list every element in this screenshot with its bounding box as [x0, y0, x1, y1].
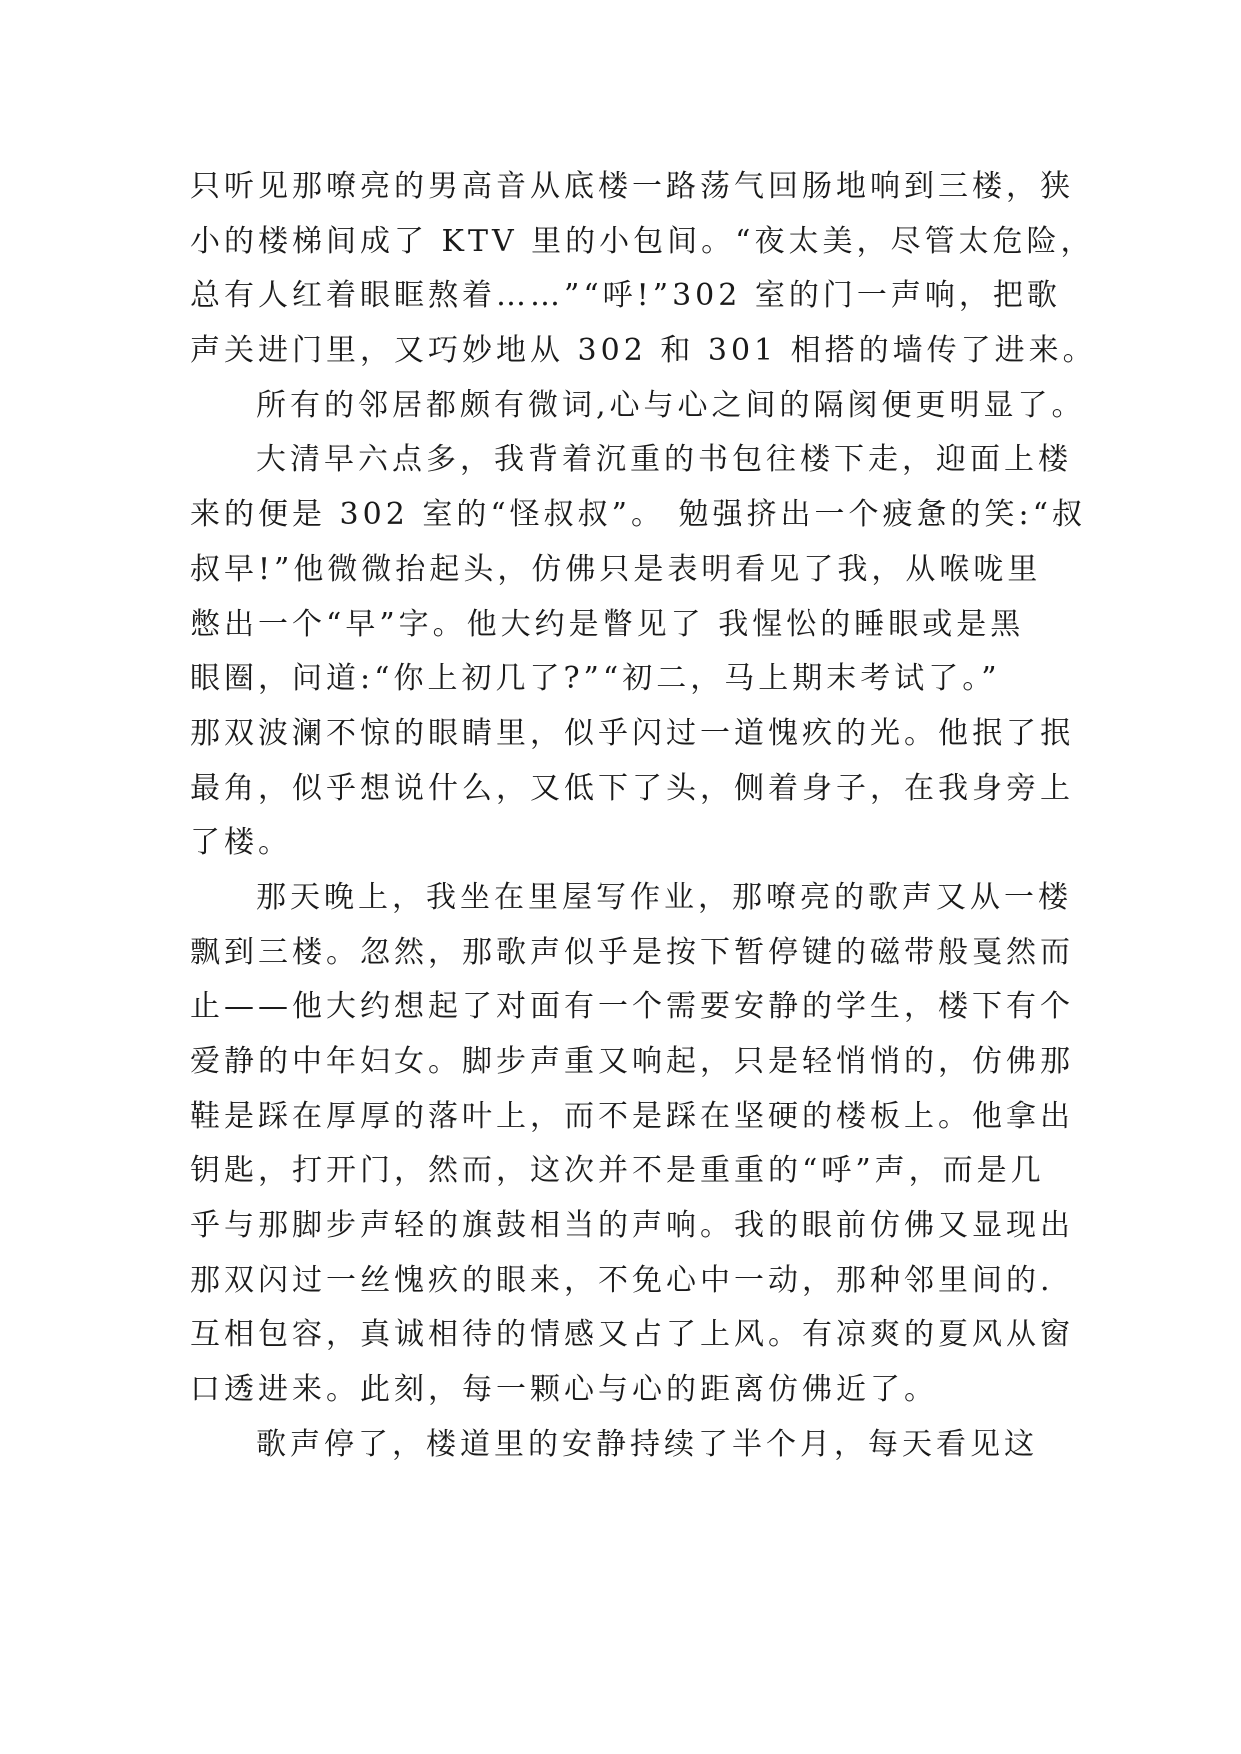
text-line: 那天晚上，我坐在里屋写作业，那嘹亮的歌声又从一楼	[256, 879, 1072, 915]
text-line: 爱静的中年妇女。脚步声重又响起，只是轻悄悄的，仿佛那	[190, 1044, 1074, 1079]
text-line: 互相包容，真诚相待的情感又占了上风。有凉爽的夏风从窗	[190, 1317, 1074, 1353]
text-line: 总有人红着眼眶熬着……”“呼!”302 室的门一声响，把歌	[190, 278, 1061, 314]
text-line: 声关进门里，又巧妙地从 302 和 301 相搭的墙传了进来。	[190, 333, 1097, 369]
text-line: 歌声停了，楼道里的安静持续了半个月，每天看见这	[256, 1426, 1038, 1462]
text-line: 眼圈，问道:“你上初几了?”“初二，马上期末考试了。”	[190, 661, 1001, 697]
text-line: 飘到三楼。忽然，那歌声似乎是按下暂停键的磁带般戛然而	[190, 934, 1074, 970]
text-line: 那双波澜不惊的眼睛里，似乎闪过一道愧疚的光。他抿了抿	[190, 715, 1074, 751]
text-line: 憋出一个“早”字。他大约是瞥见了 我惺忪的睡眼或是黑	[190, 606, 1025, 642]
text-line: 止——他大约想起了对面有一个需要安静的学生，楼下有个	[190, 989, 1074, 1025]
text-line: 叔早!”他微微抬起头，仿佛只是表明看见了我，从喉咙里	[190, 551, 1042, 587]
text-line: 钥匙，打开门，然而，这次并不是重重的“呼”声，而是几	[190, 1153, 1045, 1189]
text-line: 最角，似乎想说什么，又低下了头，侧着身子，在我身旁上	[190, 770, 1074, 806]
text-line: 鞋是踩在厚厚的落叶上，而不是踩在坚硬的楼板上。他拿出	[190, 1098, 1074, 1134]
body-text	[190, 160, 1097, 1473]
text-line: 大清早六点多，我背着沉重的书包往楼下走，迎面上楼	[256, 442, 1072, 478]
text-line: 了楼。	[190, 825, 292, 861]
text-line: 那双闪过一丝愧疚的眼来，不免心中一动，那种邻里间的.	[190, 1262, 1054, 1298]
text-line: 乎与那脚步声轻的旗鼓相当的声响。我的眼前仿佛又显现出	[190, 1208, 1074, 1244]
text-line: 只听见那嘹亮的男高音从底楼一路荡气回肠地响到三楼，狭	[190, 169, 1074, 204]
text-line: 口透进来。此刻，每一颗心与心的距离仿佛近了。	[190, 1372, 938, 1408]
text-line: 小的楼梯间成了 KTV 里的小包间。“夜太美，尽管太危险，	[190, 223, 1095, 259]
text-line: 来的便是 302 室的“怪叔叔”。 勉强挤出一个疲惫的笑:“叔	[190, 497, 1086, 533]
text-line: 所有的邻居都颇有微词,心与心之间的隔阂便更明显了。	[256, 387, 1086, 423]
